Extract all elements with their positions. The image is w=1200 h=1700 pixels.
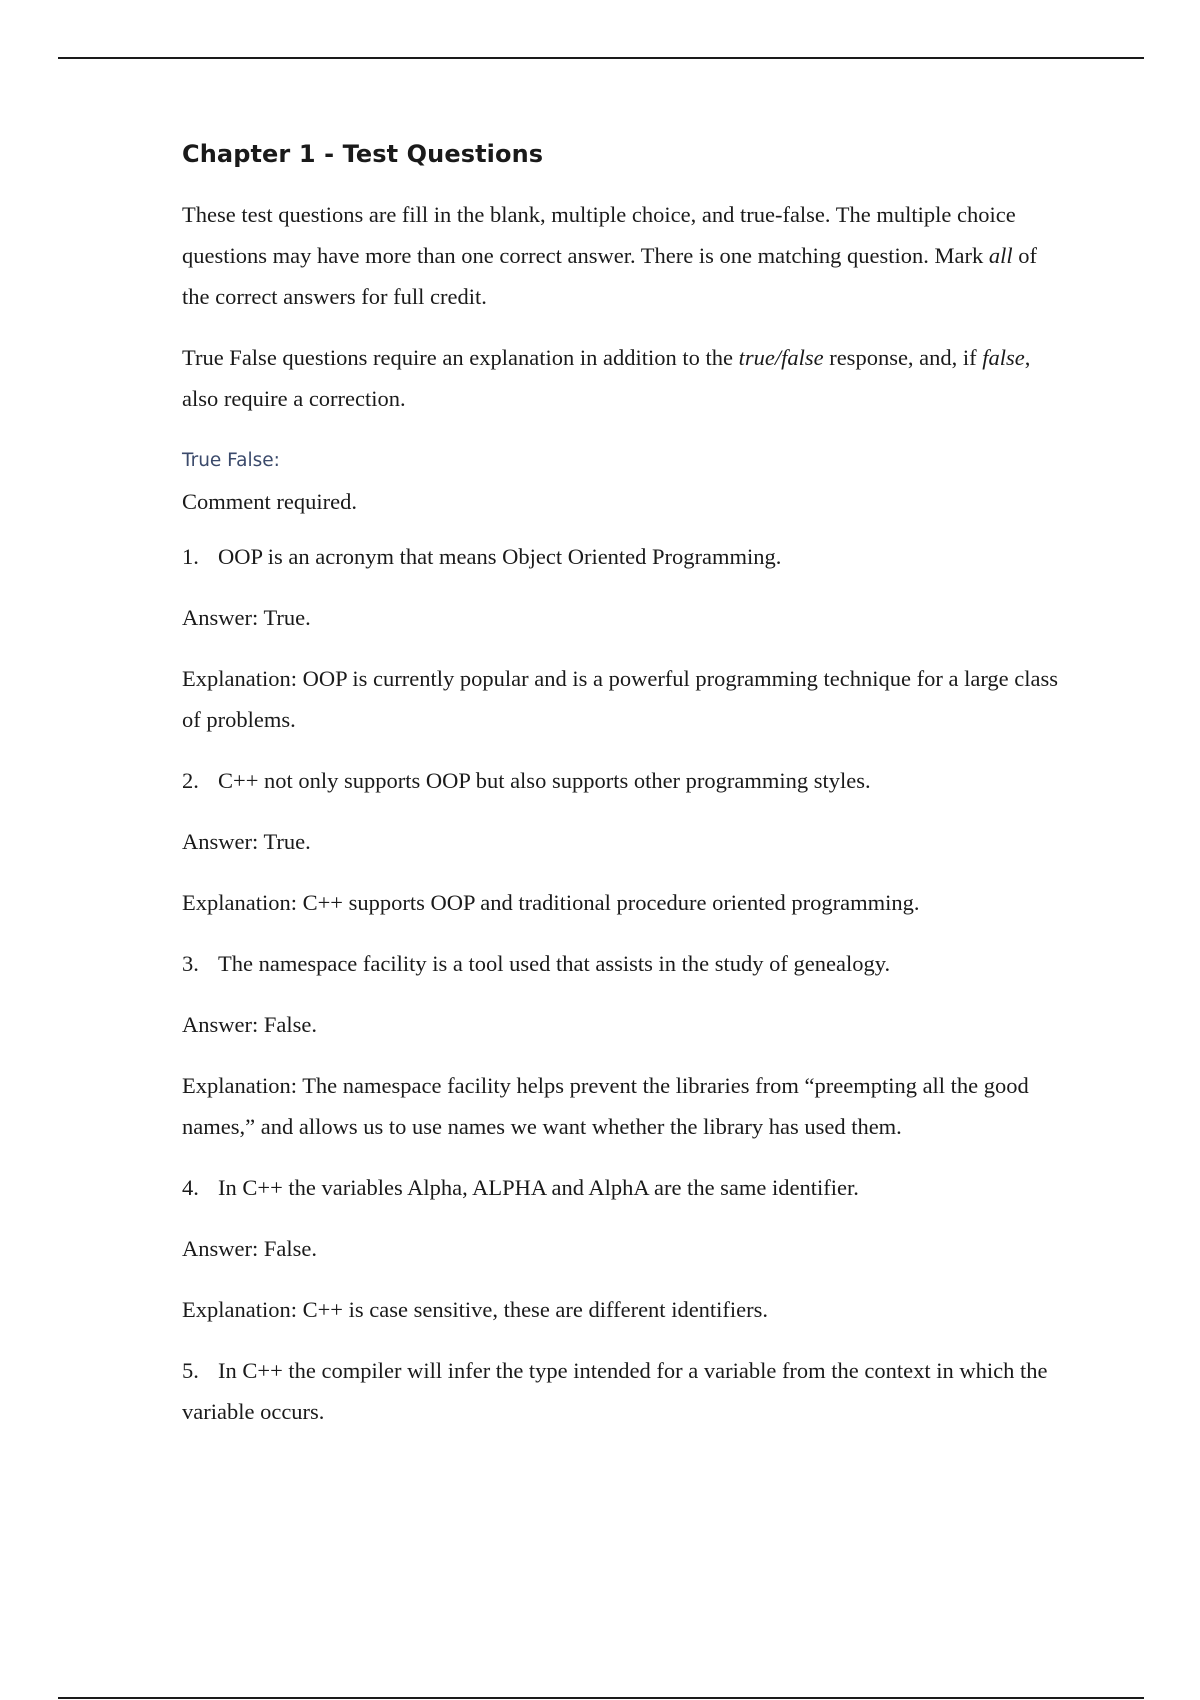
question-number: 3. [182,951,199,976]
top-rule [58,57,1144,59]
question-item [182,943,1062,984]
answer-text: Answer: False. [182,1012,317,1037]
explanation-text: Explanation: The namespace facility helps prevent the libraries from “preempting all the good names,” and allows us to use names we want whether the library has used them. [182,1073,1029,1139]
question-text: In C++ the variables Alpha, ALPHA and AlphA are the same identifier. [218,1175,859,1200]
explanation-text: Explanation: OOP is currently popular and is a powerful programming technique for a large class of problems. [182,666,1059,732]
question-text: OOP is an acronym that means Object Oriented Programming. [218,544,782,569]
question-item [182,1167,1062,1208]
question-text: C++ not only supports OOP but also supports other programming styles. [218,768,871,793]
answer-text: Answer: True. [182,605,311,630]
question-number: 4. [182,1175,199,1200]
document-body [182,140,1062,1452]
page-title: Chapter 1 - Test Questions [182,140,544,168]
explanation-text: Explanation: C++ is case sensitive, these are different identifiers. [182,1297,769,1322]
question-text: In C++ the compiler will infer the type intended for a variable from the context in which the variable occurs. [182,1358,1048,1424]
instructions-paragraph: True False questions require an explanation in addition to the true/false response, and, if false, also require a correction. [182,345,1031,411]
section-heading: True False: [182,450,280,471]
question-number: 2. [182,768,199,793]
answer-text: Answer: False. [182,1236,317,1261]
question-number: 1. [182,544,199,569]
intro-paragraph: These test questions are fill in the blank, multiple choice, and true-false. The multiple choice questions may have more than one correct answer. There is one matching question. Mark all of the correct answers for full credit. [182,202,1037,309]
bottom-rule [58,1697,1144,1699]
question-item [182,1350,1062,1432]
question-item [182,760,1062,801]
explanation-text: Explanation: C++ supports OOP and traditional procedure oriented programming. [182,890,920,915]
answer-text: Answer: True. [182,829,311,854]
comment-required: Comment required. [182,489,357,514]
question-number: 5. [182,1358,199,1383]
question-text: The namespace facility is a tool used that assists in the study of genealogy. [218,951,891,976]
question-item [182,536,1062,577]
